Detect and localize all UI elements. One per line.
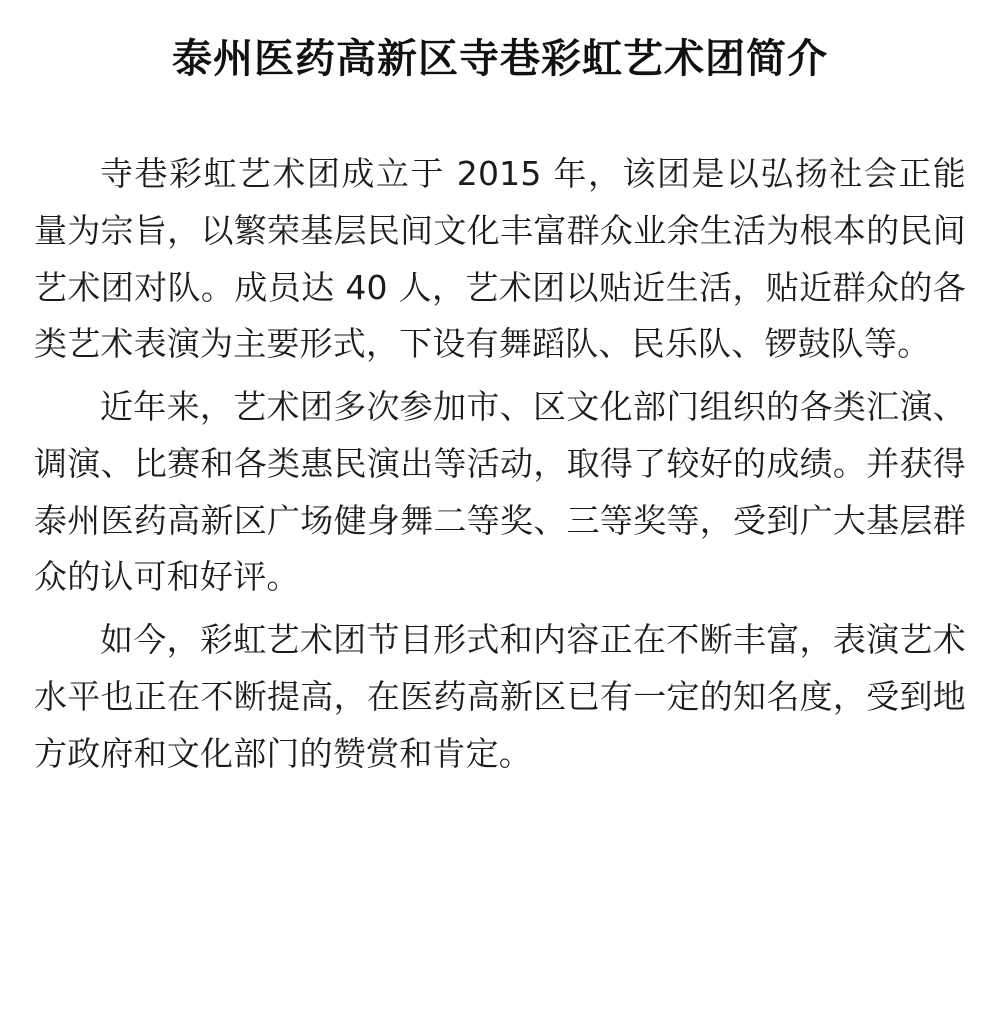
page-title: 泰州医药高新区寺巷彩虹艺术团简介 xyxy=(172,36,828,82)
document-body xyxy=(34,146,966,782)
paragraph: 寺巷彩虹艺术团成立于 2015 年，该团是以弘扬社会正能量为宗旨，以繁荣基层民间文化丰富群众业余生活为根本的民间艺术团对队。成员达 40 人，艺术团以贴近生活，贴近群众的各类艺术表演为主要形式，下设有舞蹈队、民乐队、锣鼓队等。 xyxy=(34,154,966,364)
paragraph: 如今，彩虹艺术团节目形式和内容正在不断丰富，表演艺术水平也正在不断提高，在医药高新区已有一定的知名度，受到地方政府和文化部门的赞赏和肯定。 xyxy=(34,620,966,773)
paragraph: 近年来，艺术团多次参加市、区文化部门组织的各类汇演、调演、比赛和各类惠民演出等活动，取得了较好的成绩。并获得泰州医药高新区广场健身舞二等奖、三等奖等，受到广大基层群众的认可和好评。 xyxy=(34,387,966,597)
